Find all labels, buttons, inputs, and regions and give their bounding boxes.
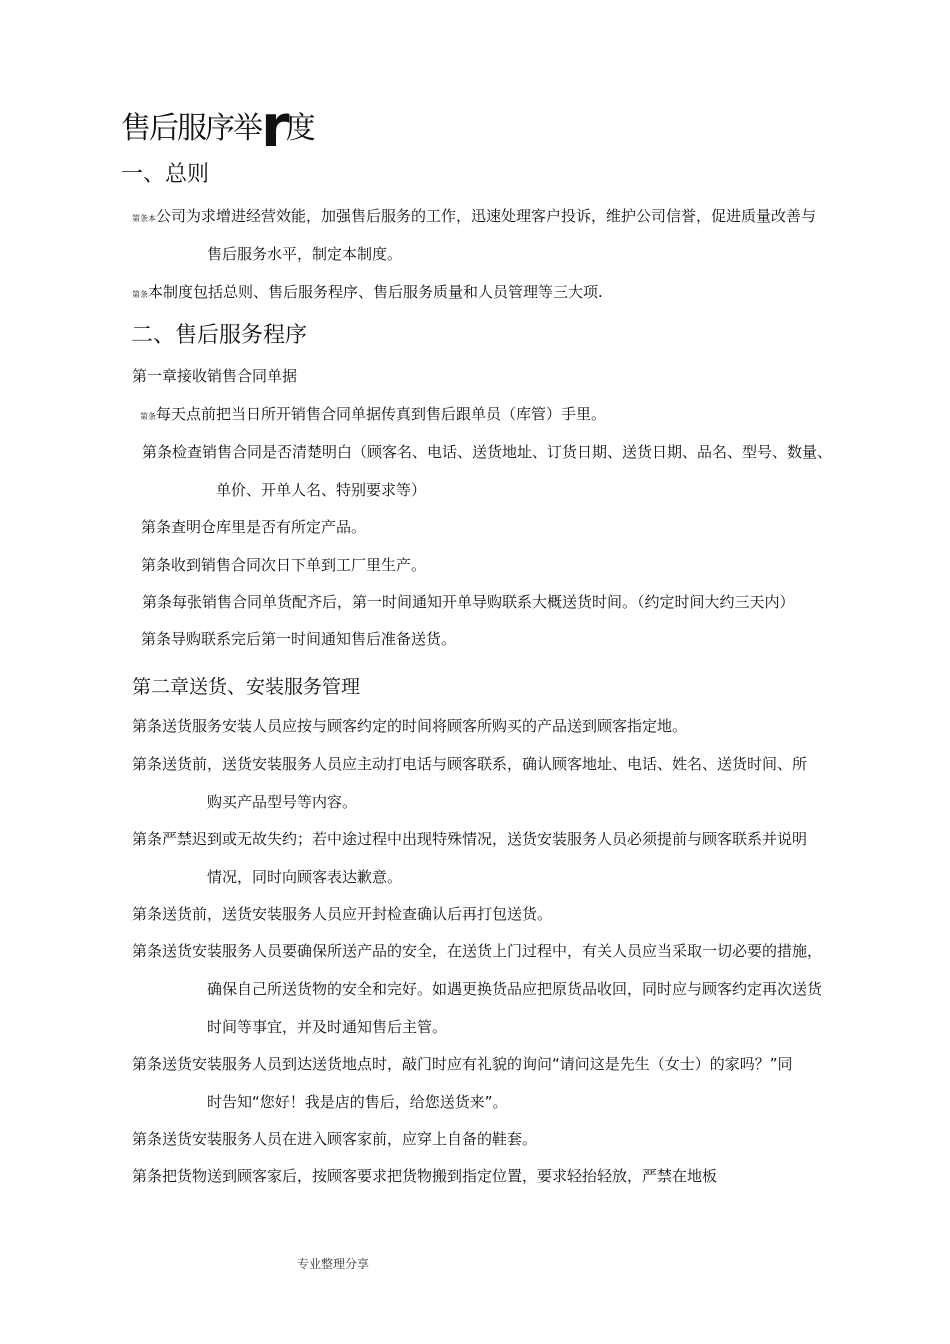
ch2-clause-e-line2: 确保自己所送货物的安全和完好。如遇更换货品应把原货品收回，同时应与顾客约定再次送货 — [207, 980, 823, 998]
ch2-clause-b-line2: 购买产品型号等内容。 — [207, 793, 358, 811]
ch2-clause-c-line1: 第条严禁迟到或无故失约；若中途过程中出现特殊情况，送货安装服务人员必须提前与顾客联系并说明 — [132, 830, 808, 848]
ch1-clause-e: 第条每张销售合同单货配齐后，第一时间通知开单导购联系大概送货时间。（约定时间大约三天内） — [142, 593, 795, 611]
clause-prefix: 第条本 — [132, 214, 156, 223]
ch2-clause-g: 第条送货安装服务人员在进入顾客家前，应穿上自备的鞋套。 — [132, 1130, 538, 1148]
title-part-b: r — [261, 92, 286, 160]
chapter-1-title: 第一章接收销售合同单据 — [132, 367, 298, 385]
ch1-clause-c: 第条查明仓库里是否有所定产品。 — [141, 518, 367, 536]
page-footer: 专业整理分享 — [297, 1257, 370, 1271]
ch1-clause-a: 第条每天点前把当日所开销售合同单据传真到售后跟单员（库管）手里。 — [140, 405, 607, 423]
section-heading-procedure: 二、售后服务程序 — [131, 323, 308, 348]
ch2-clause-f-line1: 第条送货安装服务人员到达送货地点时，敲门时应有礼貌的询问“请问这是先生（女士）的家吗？”同 — [132, 1055, 793, 1073]
ch2-clause-e-line3: 时间等事宜，并及时通知售后主管。 — [207, 1018, 448, 1036]
clause-prefix: 第条 — [132, 290, 148, 299]
title-part-c: 度 — [285, 111, 314, 146]
section-heading-general: 一、总则 — [121, 162, 210, 187]
clause-prefix: 第条 — [140, 412, 156, 421]
title-part-a: 售后服序举 — [121, 111, 261, 146]
ch1-clause-b-line1: 第条检查销售合同是否清楚明白（顾客名、电话、送货地址、订货日期、送货日期、品名、型号、数量、 — [142, 443, 833, 461]
document-title — [121, 84, 314, 160]
ch2-clause-h: 第条把货物送到顾客家后，按顾客要求把货物搬到指定位置，要求轻抬轻放，严禁在地板 — [132, 1167, 718, 1185]
paragraph-s1-1-line1: 第条本公司为求增进经营效能，加强售后服务的工作，迅速处理客户投诉，维护公司信誉，促进质量改善与 — [132, 207, 817, 225]
ch2-clause-a: 第条送货服务安装人员应按与顾客约定的时间将顾客所购买的产品送到顾客指定地。 — [132, 717, 688, 735]
chapter-2-title: 第二章送货、安装服务管理 — [132, 676, 361, 698]
ch2-clause-e-line1: 第条送货安装服务人员要确保所送产品的安全，在送货上门过程中，有关人员应当采取一切必要的措施， — [132, 942, 823, 960]
ch2-clause-c-line2: 情况，同时向顾客表达歉意。 — [207, 868, 403, 886]
ch1-clause-f: 第条导购联系完后第一时间通知售后准备送货。 — [141, 630, 457, 648]
ch2-clause-d: 第条送货前，送货安装服务人员应开封检查确认后再打包送货。 — [132, 905, 553, 923]
ch1-clause-d: 第条收到销售合同次日下单到工厂里生产。 — [141, 556, 427, 574]
paragraph-s1-2: 第条本制度包括总则、售后服务程序、售后服务质量和人员管理等三大项. — [132, 283, 603, 301]
paragraph-s1-1-line2: 售后服务水平，制定本制度。 — [207, 245, 403, 263]
ch2-clause-b-line1: 第条送货前，送货安装服务人员应主动打电话与顾客联系，确认顾客地址、电话、姓名、送货时间、所 — [132, 755, 808, 773]
ch2-clause-f-line2: 时告知“您好！我是店的售后，给您送货来”。 — [207, 1093, 508, 1111]
ch1-clause-b-line2: 单价、开单人名、特别要求等） — [216, 481, 427, 499]
